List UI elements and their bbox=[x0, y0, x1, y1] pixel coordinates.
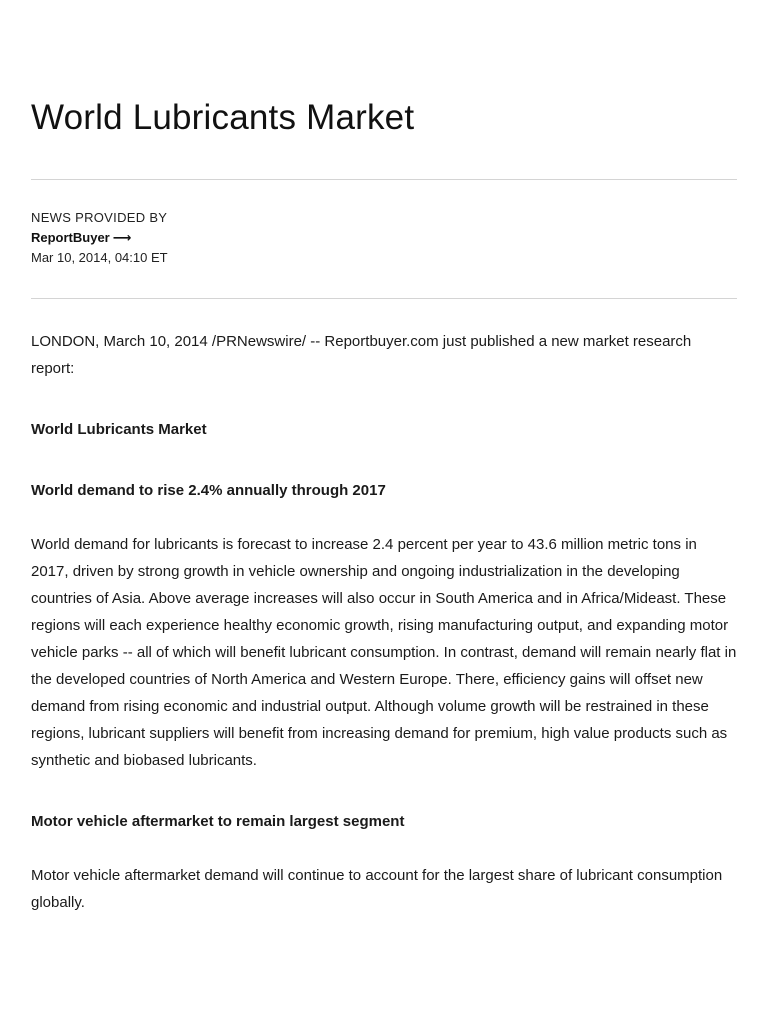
provider-link[interactable] bbox=[31, 228, 131, 248]
arrow-right-icon: ⟶ bbox=[112, 230, 132, 245]
demand-paragraph: World demand for lubricants is forecast to increase 2.4 percent per year to 43.6 million metric tons in 2017, driven by strong growth in vehicle ownership and ongoing industrialization in the developing countries of Asia. Above average increases will also occur in South America and in Africa/Mideast. These regions will each experience healthy economic growth, rising manufacturing output, and expanding motor vehicle parks -- all of which will benefit lubricant consumption. In contrast, demand will remain nearly flat in the developed countries of North America and Western Europe. There, efficiency gains will offset new demand from rising economic and industrial output. Although volume growth will be restrained in these regions, lubricant suppliers will benefit from increasing demand for premium, high value products such as synthetic and biobased lubricants. bbox=[31, 536, 737, 769]
provider-name: ReportBuyer bbox=[31, 230, 110, 245]
report-title-heading: World Lubricants Market bbox=[31, 421, 207, 438]
news-provider-block bbox=[31, 208, 168, 268]
top-divider bbox=[31, 179, 737, 180]
bottom-divider bbox=[31, 298, 737, 299]
aftermarket-paragraph: Motor vehicle aftermarket demand will continue to account for the largest share of lubricant consumption globally. bbox=[31, 867, 723, 911]
article-body bbox=[31, 328, 737, 916]
lead-paragraph: LONDON, March 10, 2014 /PRNewswire/ -- Reportbuyer.com just published a new market research report: bbox=[31, 333, 692, 377]
publish-date: Mar 10, 2014, 04:10 ET bbox=[31, 250, 168, 265]
demand-heading: World demand to rise 2.4% annually through 2017 bbox=[31, 482, 386, 499]
page-title: World Lubricants Market bbox=[31, 98, 415, 137]
aftermarket-heading: Motor vehicle aftermarket to remain largest segment bbox=[31, 813, 405, 830]
news-provided-by-label: NEWS PROVIDED BY bbox=[31, 210, 168, 225]
